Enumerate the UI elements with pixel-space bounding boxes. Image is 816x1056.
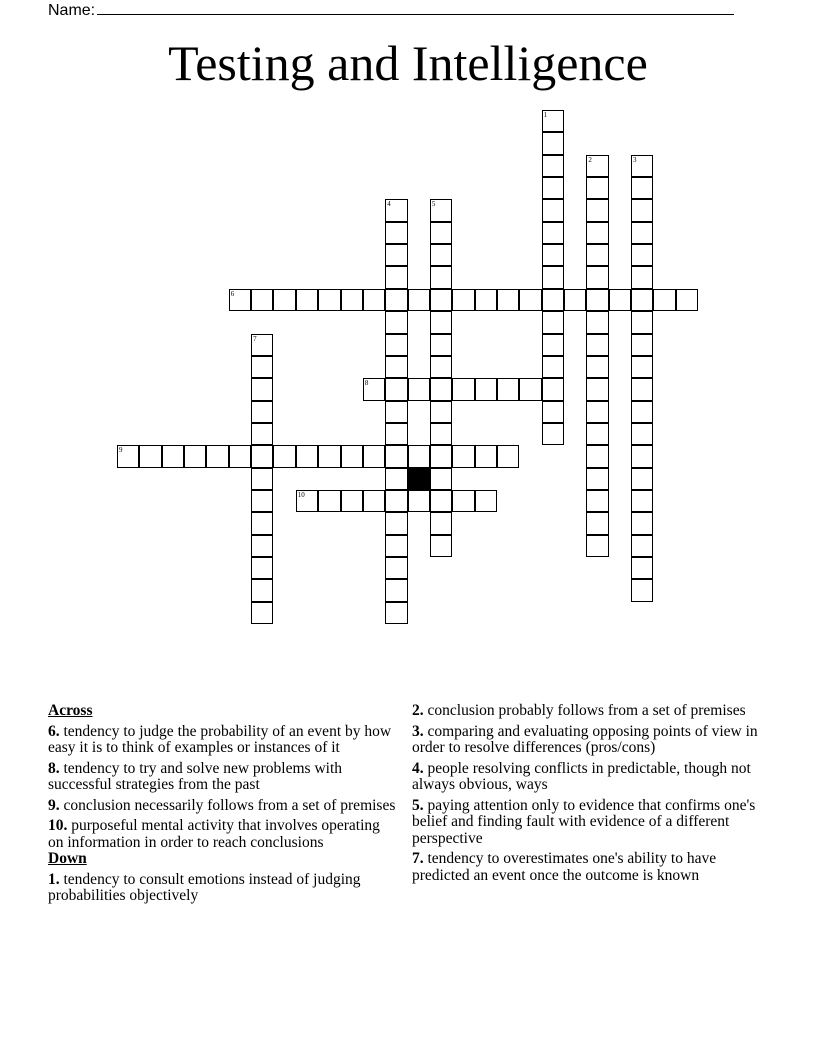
grid-cell[interactable]	[385, 378, 407, 400]
clue-text: purposeful mental activity that involves operating on information in order to reach conclusions	[48, 817, 380, 851]
clue-down-1	[48, 872, 398, 905]
grid-cell[interactable]	[385, 468, 407, 490]
grid-cell[interactable]	[251, 579, 273, 601]
grid-cell[interactable]	[586, 199, 608, 221]
grid-cell[interactable]	[631, 378, 653, 400]
down-heading: Down	[48, 850, 87, 867]
grid-cell[interactable]	[251, 378, 273, 400]
grid-cell[interactable]	[385, 334, 407, 356]
grid-cell[interactable]	[430, 199, 452, 221]
grid-cell[interactable]	[430, 244, 452, 266]
grid-cell[interactable]	[586, 177, 608, 199]
grid-cell[interactable]	[385, 356, 407, 378]
grid-cell[interactable]	[631, 490, 653, 512]
grid-cell[interactable]	[609, 289, 631, 311]
grid-cell[interactable]	[586, 356, 608, 378]
cell-number: 4	[387, 200, 391, 209]
grid-cell[interactable]	[385, 535, 407, 557]
across-heading: Across	[48, 702, 93, 719]
grid-cell[interactable]	[385, 311, 407, 333]
grid-cell[interactable]	[430, 423, 452, 445]
grid-cell[interactable]	[586, 401, 608, 423]
cell-number: 2	[588, 155, 592, 164]
grid-cell[interactable]	[542, 222, 564, 244]
grid-cell[interactable]	[475, 378, 497, 400]
grid-cell[interactable]	[430, 289, 452, 311]
grid-cell[interactable]	[542, 155, 564, 177]
cell-number: 7	[253, 334, 257, 343]
grid-cell[interactable]	[542, 244, 564, 266]
grid-cell[interactable]	[586, 244, 608, 266]
grid-cell[interactable]	[430, 356, 452, 378]
grid-cell[interactable]	[229, 445, 251, 467]
clue-down-7	[412, 851, 762, 884]
grid-cell[interactable]	[542, 311, 564, 333]
grid-cell[interactable]	[475, 445, 497, 467]
grid-cell[interactable]	[117, 445, 139, 467]
grid-cell[interactable]	[430, 512, 452, 534]
grid-cell[interactable]	[430, 378, 452, 400]
clue-across-9	[48, 798, 398, 815]
grid-cell[interactable]	[385, 266, 407, 288]
grid-cell[interactable]	[318, 445, 340, 467]
grid-cell[interactable]	[586, 445, 608, 467]
grid-cell[interactable]	[542, 423, 564, 445]
grid-cell[interactable]	[586, 535, 608, 557]
clue-down-5	[412, 798, 762, 848]
clue-number: 4.	[412, 759, 424, 777]
grid-cell[interactable]	[251, 490, 273, 512]
grid-cell[interactable]	[542, 401, 564, 423]
grid-cell[interactable]	[430, 222, 452, 244]
grid-cell[interactable]	[631, 334, 653, 356]
grid-cell[interactable]	[676, 289, 698, 311]
clue-number: 3.	[412, 722, 424, 740]
clue-number: 2.	[412, 702, 424, 719]
grid-cell[interactable]	[542, 334, 564, 356]
clue-number: 5.	[412, 796, 424, 814]
grid-cell[interactable]	[452, 378, 474, 400]
grid-cell[interactable]	[385, 199, 407, 221]
grid-cell[interactable]	[631, 177, 653, 199]
grid-cell[interactable]	[430, 468, 452, 490]
grid-cell[interactable]	[363, 289, 385, 311]
grid-cell[interactable]	[631, 535, 653, 557]
grid-cell[interactable]	[631, 445, 653, 467]
clue-down-2	[412, 703, 762, 720]
grid-cell[interactable]	[251, 512, 273, 534]
grid-cell[interactable]	[631, 289, 653, 311]
grid-cell[interactable]	[184, 445, 206, 467]
grid-cell[interactable]	[631, 199, 653, 221]
grid-cell[interactable]	[341, 490, 363, 512]
grid-cell[interactable]	[586, 311, 608, 333]
cell-number: 9	[119, 446, 123, 455]
grid-cell[interactable]	[296, 490, 318, 512]
clue-down-4	[412, 761, 762, 794]
grid-cell[interactable]	[229, 289, 251, 311]
grid-cell[interactable]	[430, 334, 452, 356]
clue-text: people resolving conflicts in predictable, though not always obvious, ways	[412, 759, 751, 793]
clues-right-column	[412, 703, 762, 888]
grid-cell[interactable]	[385, 423, 407, 445]
grid-cell[interactable]	[452, 490, 474, 512]
grid-cell[interactable]	[586, 266, 608, 288]
grid-cell[interactable]	[586, 334, 608, 356]
grid-cell[interactable]	[430, 311, 452, 333]
grid-cell[interactable]	[251, 334, 273, 356]
grid-cell[interactable]	[318, 490, 340, 512]
grid-cell[interactable]	[631, 557, 653, 579]
shaded-block	[408, 468, 430, 490]
grid-cell[interactable]	[564, 289, 586, 311]
grid-cell[interactable]	[251, 468, 273, 490]
clue-text: tendency to overestimates one's ability to have predicted an event once the outcome is known	[412, 850, 717, 884]
cell-number: 8	[364, 379, 369, 388]
cell-number: 10	[297, 490, 305, 499]
grid-cell[interactable]	[631, 244, 653, 266]
clue-number: 9.	[48, 796, 60, 814]
grid-cell[interactable]	[497, 445, 519, 467]
name-label: Name:	[48, 2, 96, 19]
grid-cell[interactable]	[408, 378, 430, 400]
grid-cell[interactable]	[497, 289, 519, 311]
clue-text: tendency to try and solve new problems with successful strategies from the past	[48, 759, 343, 793]
cell-number: 5	[431, 200, 436, 209]
grid-cell[interactable]	[631, 155, 653, 177]
grid-cell[interactable]	[631, 401, 653, 423]
clue-across-8	[48, 761, 398, 794]
grid-cell[interactable]	[586, 155, 608, 177]
grid-cell[interactable]	[341, 289, 363, 311]
grid-cell[interactable]	[586, 222, 608, 244]
grid-cell[interactable]	[586, 423, 608, 445]
grid-cell[interactable]	[497, 378, 519, 400]
clue-text: tendency to judge the probability of an event by how easy it is to think of examples or instances of it	[48, 722, 392, 756]
grid-cell[interactable]	[385, 445, 407, 467]
grid-cell[interactable]	[542, 110, 564, 132]
grid-cell[interactable]	[475, 289, 497, 311]
grid-cell[interactable]	[385, 512, 407, 534]
grid-cell[interactable]	[251, 401, 273, 423]
grid-cell[interactable]	[452, 289, 474, 311]
grid-cell[interactable]	[542, 378, 564, 400]
clue-number: 8.	[48, 759, 60, 777]
clue-text: comparing and evaluating opposing points of view in order to resolve differences (pros/cons)	[412, 722, 758, 756]
grid-cell[interactable]	[162, 445, 184, 467]
grid-cell[interactable]	[408, 289, 430, 311]
clues-left-column	[48, 703, 398, 909]
grid-cell[interactable]	[408, 490, 430, 512]
grid-cell[interactable]	[251, 445, 273, 467]
cell-number: 1	[543, 111, 548, 119]
grid-cell[interactable]	[631, 356, 653, 378]
grid-cell[interactable]	[631, 423, 653, 445]
grid-cell[interactable]	[586, 289, 608, 311]
grid-cell[interactable]	[631, 579, 653, 601]
clue-text: paying attention only to evidence that confirms one's belief and finding fault with evidence of a different perspective	[412, 796, 756, 847]
cell-number: 6	[230, 289, 235, 298]
grid-cell[interactable]	[251, 535, 273, 557]
grid-cell[interactable]	[385, 244, 407, 266]
grid-cell[interactable]	[430, 535, 452, 557]
grid-cell[interactable]	[519, 378, 541, 400]
grid-cell[interactable]	[385, 401, 407, 423]
clue-across-6	[48, 724, 398, 757]
grid-cell[interactable]	[206, 445, 228, 467]
clue-text: conclusion probably follows from a set of premises	[427, 702, 746, 719]
grid-cell[interactable]	[631, 468, 653, 490]
grid-cell[interactable]	[363, 490, 385, 512]
grid-cell[interactable]	[385, 289, 407, 311]
grid-cell[interactable]	[631, 222, 653, 244]
clue-number: 6.	[48, 722, 60, 740]
grid-cell[interactable]	[542, 199, 564, 221]
grid-cell[interactable]	[273, 289, 295, 311]
grid-cell[interactable]	[385, 579, 407, 601]
clue-number: 10.	[48, 817, 68, 834]
grid-cell[interactable]	[631, 311, 653, 333]
grid-cell[interactable]	[408, 445, 430, 467]
clue-number: 7.	[412, 850, 424, 867]
grid-cell[interactable]	[519, 289, 541, 311]
grid-cell[interactable]	[296, 445, 318, 467]
grid-cell[interactable]	[341, 445, 363, 467]
grid-cell[interactable]	[363, 445, 385, 467]
cell-number: 3	[633, 155, 637, 164]
page-title: Testing and Intelligence	[168, 35, 648, 91]
grid-cell[interactable]	[251, 557, 273, 579]
clue-text: tendency to consult emotions instead of judging probabilities objectively	[48, 870, 361, 904]
grid-cell[interactable]	[251, 289, 273, 311]
grid-cell[interactable]	[251, 423, 273, 445]
grid-cell[interactable]	[452, 445, 474, 467]
grid-cell[interactable]	[586, 512, 608, 534]
grid-cell[interactable]	[542, 266, 564, 288]
grid-cell[interactable]	[385, 490, 407, 512]
grid-cell[interactable]	[251, 602, 273, 624]
grid-cell[interactable]	[139, 445, 161, 467]
grid-cell[interactable]	[586, 490, 608, 512]
clue-text: conclusion necessarily follows from a set of premises	[63, 796, 396, 814]
clue-number: 1.	[48, 870, 60, 888]
grid-cell[interactable]	[542, 132, 564, 154]
grid-cell[interactable]	[542, 289, 564, 311]
grid-cell[interactable]	[631, 266, 653, 288]
grid-cell[interactable]	[363, 378, 385, 400]
grid-cell[interactable]	[430, 401, 452, 423]
clue-down-3	[412, 724, 762, 757]
grid-cell[interactable]	[475, 490, 497, 512]
grid-cell[interactable]	[542, 177, 564, 199]
grid-cell[interactable]	[318, 289, 340, 311]
grid-cell[interactable]	[586, 378, 608, 400]
clue-across-10	[48, 818, 398, 851]
grid-cell[interactable]	[385, 222, 407, 244]
grid-cell[interactable]	[430, 445, 452, 467]
grid-cell[interactable]	[296, 289, 318, 311]
grid-cell[interactable]	[542, 356, 564, 378]
grid-cell[interactable]	[653, 289, 675, 311]
grid-cell[interactable]	[385, 557, 407, 579]
grid-cell[interactable]	[430, 266, 452, 288]
grid-cell[interactable]	[251, 356, 273, 378]
grid-cell[interactable]	[273, 445, 295, 467]
grid-cell[interactable]	[430, 490, 452, 512]
grid-cell[interactable]	[385, 602, 407, 624]
grid-cell[interactable]	[586, 468, 608, 490]
grid-cell[interactable]	[631, 512, 653, 534]
